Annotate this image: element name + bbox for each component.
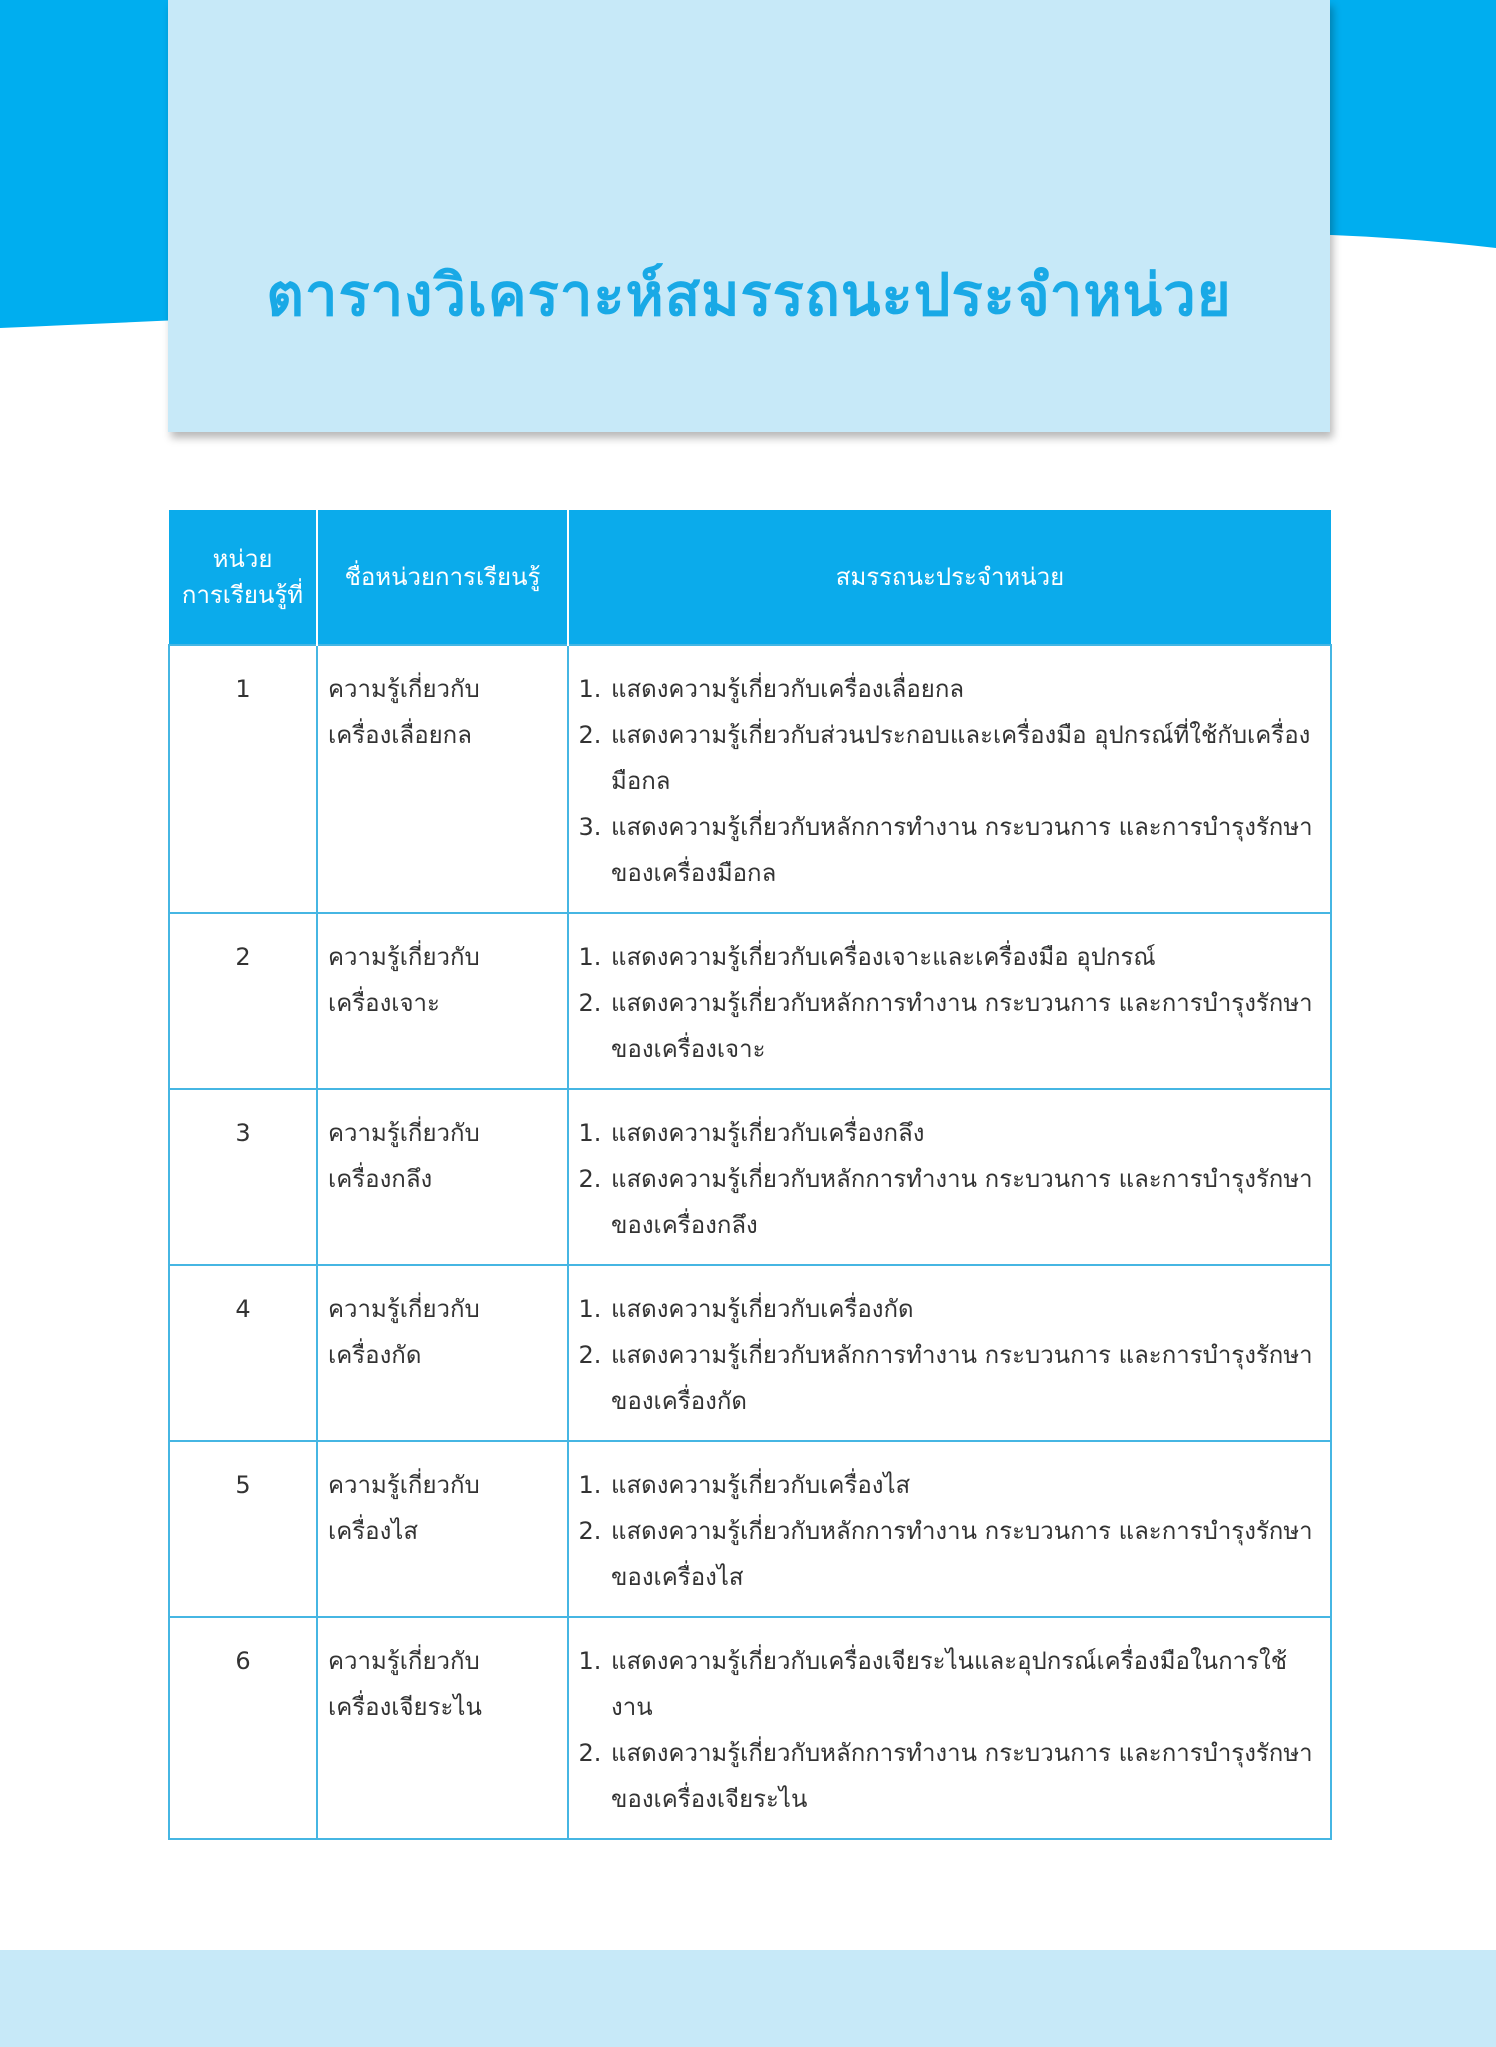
unit-header-line-1: หน่วย [212,545,273,573]
unit-name-cell [317,1441,568,1617]
unit-name-line: เครื่องเจียระไน [328,1693,482,1721]
table-row [169,1441,1331,1617]
page-title: ตารางวิเคราะห์สมรรถนะประจำหน่วย [266,261,1232,329]
competency-item: 1. แสดงความรู้เกี่ยวกับเครื่องกัด [609,1286,1320,1332]
unit-number: 6 [169,1617,317,1839]
title-banner [168,0,1330,432]
unit-name-line: ความรู้เกี่ยวกับ [328,943,480,971]
competency-cell [568,1089,1331,1265]
competency-list [579,1286,1320,1424]
unit-number: 5 [169,1441,317,1617]
competency-item: 2. แสดงความรู้เกี่ยวกับหลักการทำงาน กระบวนการ และการบำรุงรักษาของเครื่องเจาะ [609,980,1320,1072]
table-row [169,1089,1331,1265]
competency-list [579,666,1320,896]
table-body [169,645,1331,1839]
unit-name-cell [317,913,568,1089]
unit-name-line: ความรู้เกี่ยวกับ [328,1471,480,1499]
unit-header-line-2: การเรียนรู้ที่ [181,581,304,609]
unit-name-cell [317,645,568,913]
unit-number: 2 [169,913,317,1089]
competency-item: 3. แสดงความรู้เกี่ยวกับหลักการทำงาน กระบวนการ และการบำรุงรักษาของเครื่องมือกล [609,804,1320,896]
table-header [169,510,1331,645]
table-header-row [169,510,1331,645]
competency-header: สมรรถนะประจำหน่วย [568,510,1331,645]
unit-name-line: เครื่องกัด [328,1341,422,1369]
competency-item: 2. แสดงความรู้เกี่ยวกับหลักการทำงาน กระบวนการ และการบำรุงรักษาของเครื่องกัด [609,1332,1320,1424]
unit-name-line: เครื่องไส [328,1517,418,1545]
unit-name-line: ความรู้เกี่ยวกับ [328,1295,480,1323]
table-row [169,1617,1331,1839]
competency-item: 1. แสดงความรู้เกี่ยวกับเครื่องกลึง [609,1110,1320,1156]
competency-item: 1. แสดงความรู้เกี่ยวกับเครื่องเลื่อยกล [609,666,1320,712]
competency-list [579,1462,1320,1600]
unit-number: 1 [169,645,317,913]
unit-name-line: เครื่องเลื่อยกล [328,721,472,749]
competency-cell [568,913,1331,1089]
unit-number: 3 [169,1089,317,1265]
unit-number: 4 [169,1265,317,1441]
competency-item: 2. แสดงความรู้เกี่ยวกับหลักการทำงาน กระบวนการ และการบำรุงรักษาของเครื่องเจียระไน [609,1730,1320,1822]
competency-item: 1. แสดงความรู้เกี่ยวกับเครื่องเจาะและเครื่องมือ อุปกรณ์ [609,934,1320,980]
competency-table-container [168,510,1330,1840]
unit-name-line: ความรู้เกี่ยวกับ [328,675,480,703]
unit-name-cell [317,1089,568,1265]
competency-table [168,510,1332,1840]
unit-number-header [169,510,317,645]
competency-cell [568,1617,1331,1839]
table-row [169,645,1331,913]
table-row [169,1265,1331,1441]
table-row [169,913,1331,1089]
competency-list [579,934,1320,1072]
unit-name-line: ความรู้เกี่ยวกับ [328,1119,480,1147]
competency-list [579,1638,1320,1822]
unit-name-cell [317,1617,568,1839]
competency-item: 2. แสดงความรู้เกี่ยวกับส่วนประกอบและเครื่องมือ อุปกรณ์ที่ใช้กับเครื่องมือกล [609,712,1320,804]
competency-cell [568,1441,1331,1617]
unit-name-line: เครื่องเจาะ [328,989,440,1017]
competency-item: 2. แสดงความรู้เกี่ยวกับหลักการทำงาน กระบวนการ และการบำรุงรักษาของเครื่องกลึง [609,1156,1320,1248]
footer-band [0,1950,1496,2047]
competency-item: 2. แสดงความรู้เกี่ยวกับหลักการทำงาน กระบวนการ และการบำรุงรักษาของเครื่องไส [609,1508,1320,1600]
unit-name-cell [317,1265,568,1441]
unit-name-line: เครื่องกลึง [328,1165,433,1193]
competency-item: 1. แสดงความรู้เกี่ยวกับเครื่องไส [609,1462,1320,1508]
competency-cell [568,1265,1331,1441]
unit-name-line: ความรู้เกี่ยวกับ [328,1647,480,1675]
unit-name-header: ชื่อหน่วยการเรียนรู้ [317,510,568,645]
competency-item: 1. แสดงความรู้เกี่ยวกับเครื่องเจียระไนและอุปกรณ์เครื่องมือในการใช้งาน [609,1638,1320,1730]
competency-list [579,1110,1320,1248]
competency-cell [568,645,1331,913]
